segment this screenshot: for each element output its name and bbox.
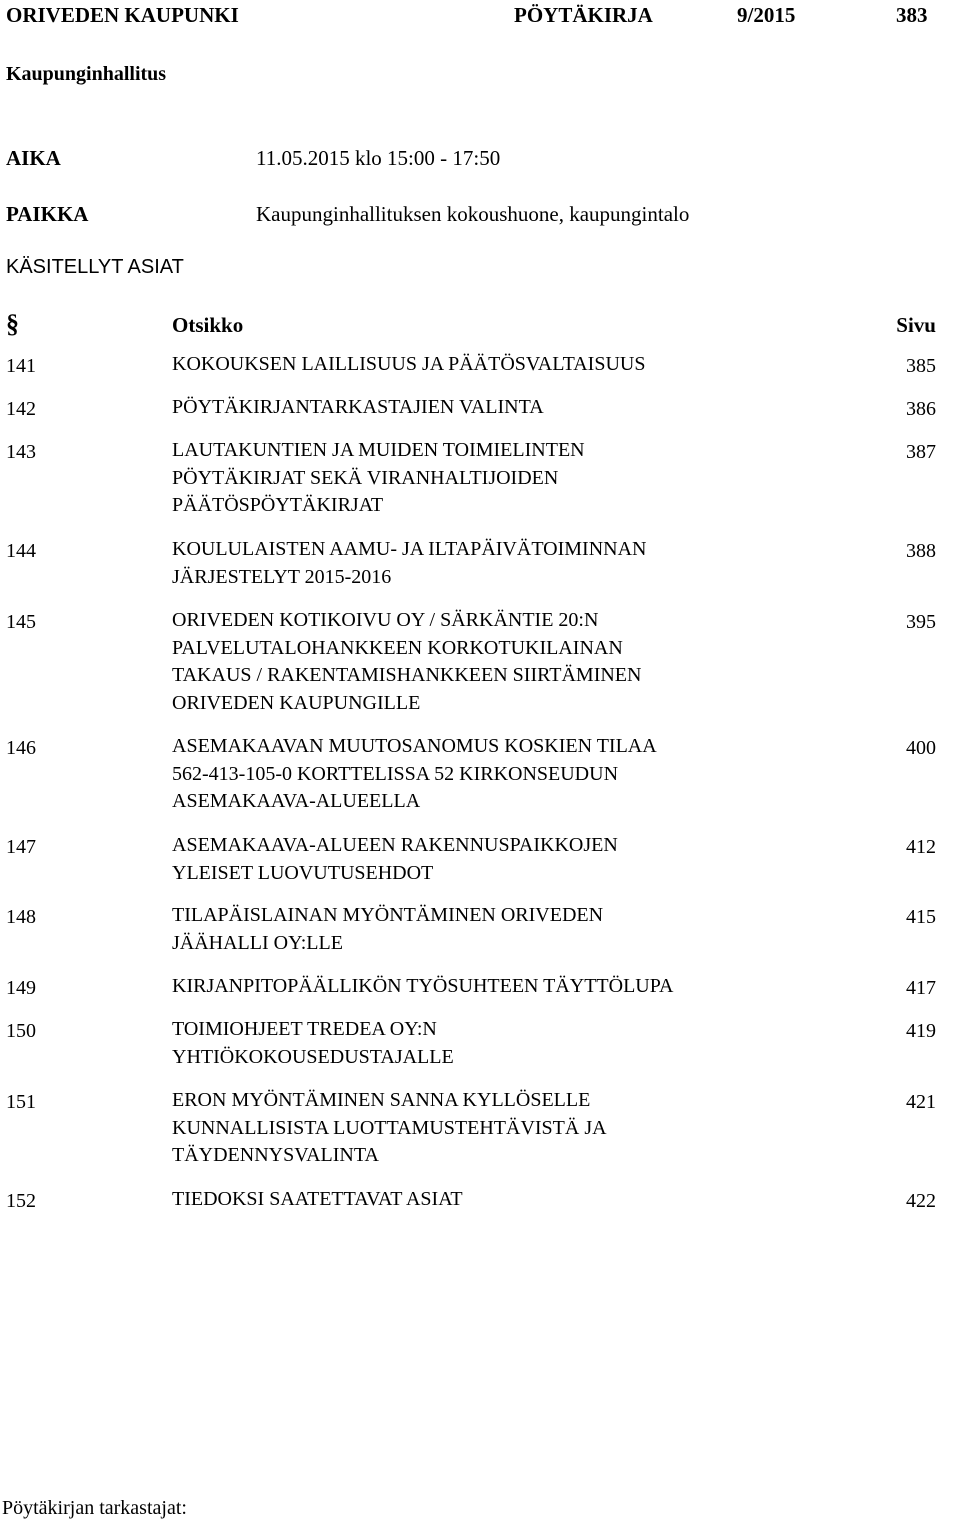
item-number: 148 — [6, 906, 36, 928]
item-title-line: PÄÄTÖSPÖYTÄKIRJAT — [172, 494, 384, 516]
item-title-line: PÖYTÄKIRJAT SEKÄ VIRANHALTIJOIDEN — [172, 466, 559, 489]
item-title — [172, 832, 618, 887]
item-title-line: 562-413-105-0 KORTTELISSA 52 KIRKONSEUDUN — [172, 762, 619, 785]
item-title-line: KUNNALLISISTA LUOTTAMUSTEHTÄVISTÄ JA — [172, 1116, 607, 1139]
item-title — [172, 536, 647, 591]
item-title-line: YLEISET LUOVUTUSEHDOT — [172, 861, 434, 884]
item-title — [172, 607, 641, 717]
item-number: 147 — [6, 836, 36, 858]
item-page: 415 — [906, 906, 936, 928]
item-title-line: PALVELUTALOHANKKEEN KORKOTUKILAINAN — [172, 636, 623, 659]
item-page: 419 — [906, 1020, 936, 1042]
item-title — [172, 1186, 463, 1214]
item-title — [172, 394, 544, 422]
section-title: KÄSITELLYT ASIAT — [6, 256, 184, 278]
item-title — [172, 351, 645, 379]
item-page: 412 — [906, 836, 936, 858]
item-title-line: ORIVEDEN KAUPUNGILLE — [172, 691, 421, 714]
place-value: Kaupunginhallituksen kokoushuone, kaupungintalo — [256, 202, 690, 226]
item-title-line: TOIMIOHJEET TREDEA OY:N — [172, 1018, 437, 1040]
item-page: 421 — [906, 1091, 936, 1113]
time-value: 11.05.2015 klo 15:00 - 17:50 — [256, 146, 501, 170]
item-title-line: LAUTAKUNTIEN JA MUIDEN TOIMIELINTEN — [172, 439, 585, 461]
time-label: AIKA — [6, 146, 61, 170]
item-page: 400 — [906, 737, 936, 759]
place-label: PAIKKA — [6, 202, 89, 226]
item-number: 145 — [6, 611, 36, 633]
item-title-line: TIEDOKSI SAATETTAVAT ASIAT — [172, 1188, 463, 1210]
item-number: 152 — [6, 1190, 36, 1212]
item-title-line: ORIVEDEN KOTIKOIVU OY / SÄRKÄNTIE 20:N — [172, 609, 599, 631]
item-page: 387 — [906, 441, 936, 463]
item-page: 417 — [906, 977, 936, 999]
item-number: 149 — [6, 977, 36, 999]
item-title — [172, 1087, 607, 1170]
item-page: 388 — [906, 540, 936, 562]
item-number: 146 — [6, 737, 36, 759]
item-title — [172, 973, 673, 1001]
item-number: 143 — [6, 441, 36, 463]
item-title — [172, 902, 603, 957]
section-sign-icon: § — [6, 309, 19, 338]
item-title-line: JÄRJESTELYT 2015-2016 — [172, 565, 392, 588]
footer-text: Pöytäkirjan tarkastajat: — [2, 1497, 187, 1519]
issue-number: 9/2015 — [737, 3, 796, 27]
item-title-line: ASEMAKAAVA-ALUEELLA — [172, 790, 421, 812]
item-title-line: ERON MYÖNTÄMINEN SANNA KYLLÖSELLE — [172, 1089, 591, 1111]
item-number: 151 — [6, 1091, 36, 1113]
org-name: ORIVEDEN KAUPUNKI — [6, 3, 239, 27]
column-page-heading: Sivu — [896, 313, 936, 337]
item-title-line: PÖYTÄKIRJANTARKASTAJIEN VALINTA — [172, 396, 544, 418]
item-page: 385 — [906, 355, 936, 377]
page-number: 383 — [896, 3, 928, 27]
body-name: Kaupunginhallitus — [6, 63, 167, 85]
item-number: 142 — [6, 398, 36, 420]
item-title-line: KOULULAISTEN AAMU- JA ILTAPÄIVÄTOIMINNAN — [172, 538, 647, 560]
item-number: 144 — [6, 540, 36, 562]
item-page: 386 — [906, 398, 936, 420]
item-title-line: YHTIÖKOKOUSEDUSTAJALLE — [172, 1045, 454, 1068]
item-title-line: TAKAUS / RAKENTAMISHANKKEEN SIIRTÄMINEN — [172, 664, 642, 686]
item-title — [172, 733, 657, 816]
item-page: 395 — [906, 611, 936, 633]
item-title-line: ASEMAKAAVA-ALUEEN RAKENNUSPAIKKOJEN — [172, 834, 618, 856]
item-title-line: TILAPÄISLAINAN MYÖNTÄMINEN ORIVEDEN — [172, 904, 604, 926]
item-title-line: ASEMAKAAVAN MUUTOSANOMUS KOSKIEN TILAA — [172, 735, 657, 757]
item-title — [172, 437, 585, 520]
item-title-line: KOKOUKSEN LAILLISUUS JA PÄÄTÖSVALTAISUUS — [172, 353, 646, 375]
item-title-line: JÄÄHALLI OY:LLE — [172, 931, 343, 954]
item-number: 141 — [6, 355, 36, 377]
item-number: 150 — [6, 1020, 36, 1042]
item-title-line: KIRJANPITOPÄÄLLIKÖN TYÖSUHTEEN TÄYTTÖLUPA — [172, 975, 674, 997]
item-title-line: TÄYDENNYSVALINTA — [172, 1144, 379, 1166]
column-title-heading: Otsikko — [172, 313, 244, 337]
document-type: PÖYTÄKIRJA — [514, 3, 653, 27]
item-page: 422 — [906, 1190, 936, 1212]
item-title — [172, 1016, 454, 1071]
